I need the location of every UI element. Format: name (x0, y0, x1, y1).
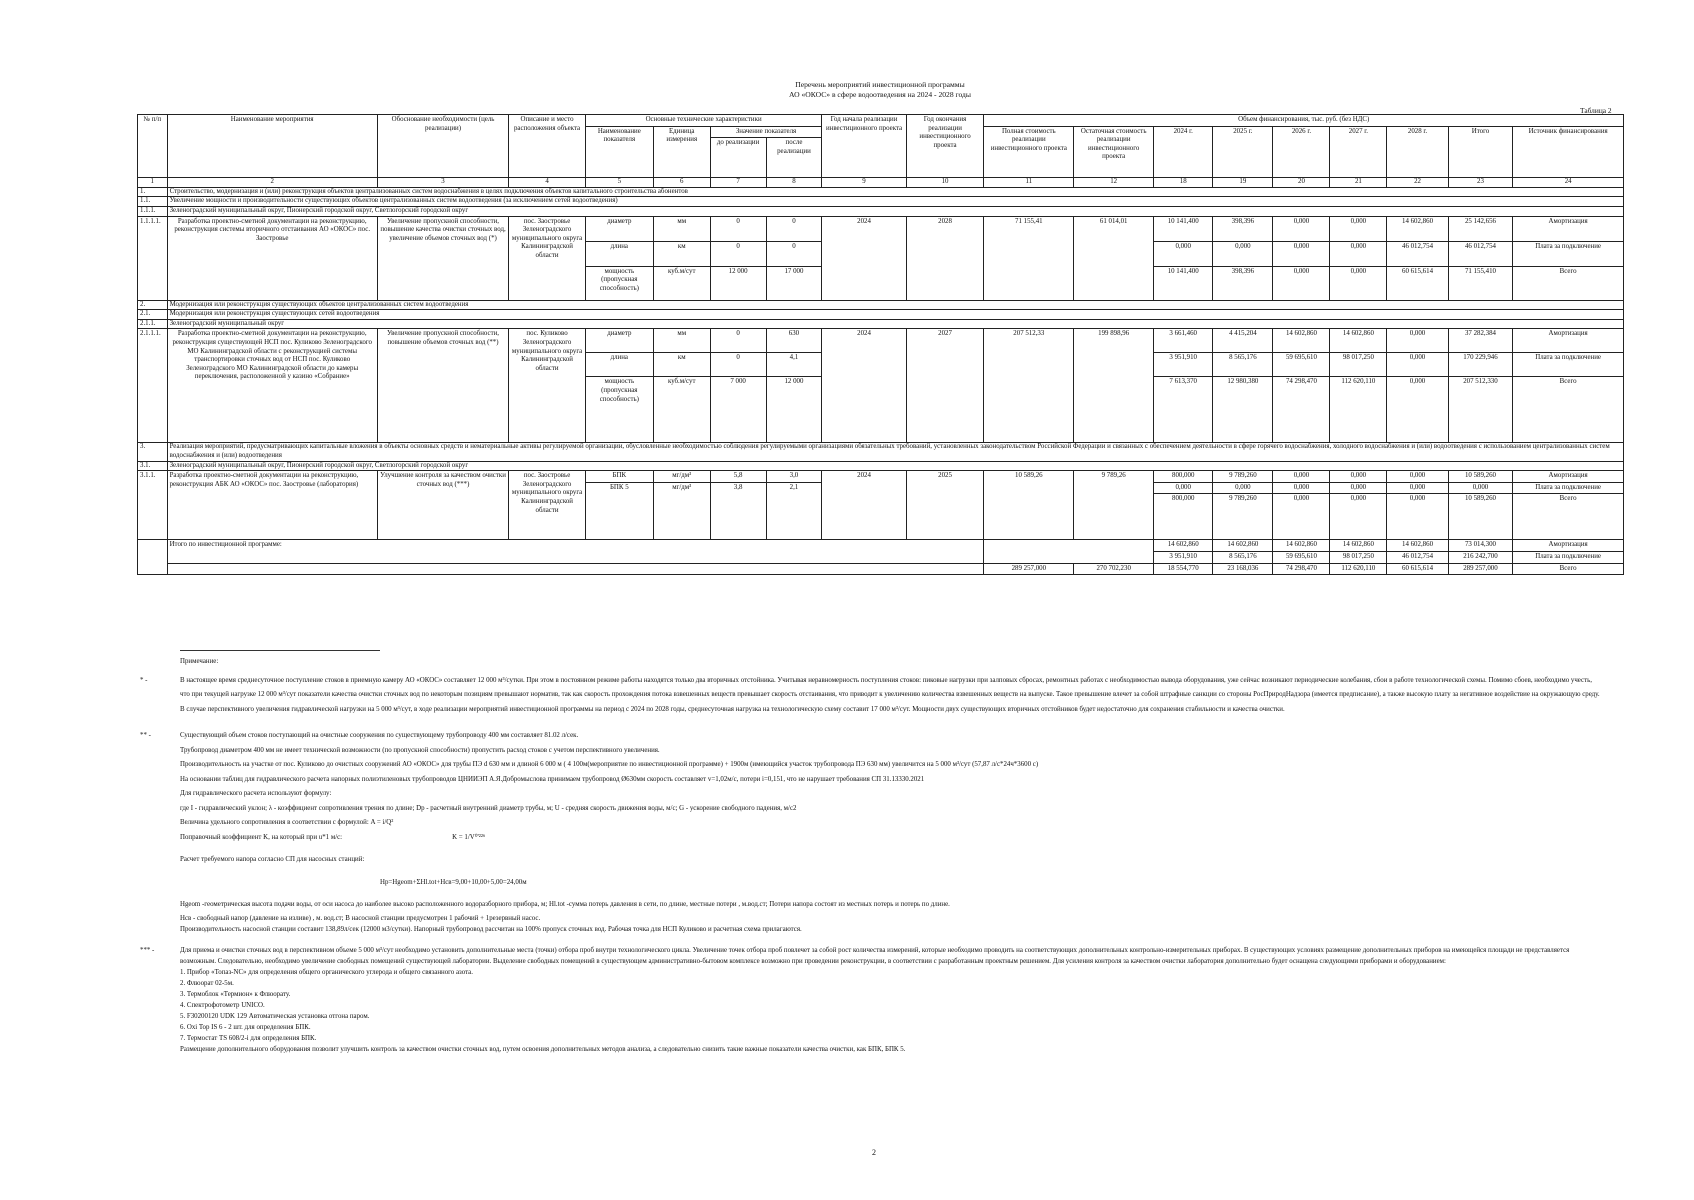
column-numbers-row (138, 178, 1624, 188)
measure-name: Разработка проектно-сметной документации на реконструкцию, реконструкция существующей НСП пос. Куликово Зеленоградского МО Калининградской области с реконструкцией системы транспортировки сточных вод от НСП пос. Куликово Зеленоградского МО Калининградской области до камеры переключения, расположенной у казино «Собрание» (167, 329, 377, 443)
justification: Увеличение пропускной способности, повышение качества очистки сточных вод, увеличение объемов сточных вод (*) (377, 216, 508, 300)
fin-total: 25 142,656 (1448, 216, 1513, 241)
location: пос. Заостровье Зеленоградского муниципального округа Калининградской области (509, 216, 586, 300)
before-value: 12 000 (710, 266, 766, 300)
table-row (138, 216, 1624, 241)
section-title: Строительство, модернизация и (или) реконструкция объектов централизованных систем водоснабжения в целях подключения объектов капитального строительства абонентов (167, 187, 1623, 197)
note-paragraph: Производительность насосной станции составит 138,89л/сек (12000 м3/сутки). Напорный трубопровод рассчитан на 100% пропуск сточных вод. Рабочая точка для НСП Куликово и расчетная схема прилагаются. (180, 925, 802, 933)
note-text (180, 945, 1600, 1055)
section-title: Реализация мероприятий, предусматривающих капитальные вложения в объекты основных средств и нематериальные активы регулируемой организации, обусловленные необходимостью соблюдения регулируемыми организациями обязательных требований, установленных законодательством Российской Федерации и связанных с обеспечением деятельности в сфере горячего водоснабжения, холодного водоснабжения и (или) водоотведения с использованием централизованных систем водоснабжения и (или) водоотведения (167, 443, 1623, 461)
h-no: № п/п (138, 115, 168, 178)
fin-value: 3 951,910 (1154, 551, 1213, 563)
col-num: 8 (766, 178, 822, 188)
fin-value: 98 017,250 (1330, 551, 1387, 563)
row-number: 2.1.1.1. (138, 329, 168, 443)
note-formula: Hp=Hgeom+ΣHl.tot+Hсв=9,00+10,00+5,00=24,00м (380, 878, 527, 886)
fin-total: 10 589,260 (1448, 494, 1513, 540)
fin-value: 0,000 (1273, 241, 1330, 266)
fin-source: Всего (1513, 494, 1624, 540)
h-src: Источник финансирования (1513, 126, 1624, 178)
fin-value: 0,000 (1273, 216, 1330, 241)
unit: мм (653, 329, 710, 353)
location: пос. Куликово Зеленоградского муниципального округа Калининградской области (509, 329, 586, 443)
fin-source: Амортизация (1513, 540, 1624, 552)
section-row (138, 310, 1624, 320)
title-line-2: АО «ОКОС» в сфере водоотведения на 2024 - 2028 годы (788, 90, 972, 99)
note-paragraph: Hgeom -геометрическая высота подачи воды, от оси насоса до наиболее высоко расположенного водоразборного прибора, м; Hl.tot -сумма потерь давления в сети, по длине, местные потери , м.вод.ст; Потери напора состоят из местных потерь и потерь по длине. (180, 901, 950, 908)
total-row (138, 540, 1624, 552)
h-fin: Объем финансирования, тыс. руб. (без НДС) (984, 115, 1624, 127)
note-3 (140, 945, 1600, 1055)
fin-total: 289 257,000 (1448, 563, 1513, 575)
after-value: 4,1 (766, 353, 822, 377)
notes-heading: Примечание: (180, 658, 219, 665)
col-num: 11 (984, 178, 1074, 188)
notes-divider (180, 650, 380, 651)
total-empty (167, 563, 984, 575)
note-marker: * - (140, 676, 148, 684)
h-2025: 2025 г. (1213, 126, 1273, 178)
fin-value: 0,000 (1273, 266, 1330, 300)
equipment-item: 4. Спектрофотометр UNICO. (180, 1001, 265, 1009)
note-marker-spacer (140, 655, 180, 670)
fin-total: 216 242,700 (1448, 551, 1513, 563)
h-end: Год окончания реализации инвестиционного проекта (906, 115, 984, 178)
total-row (138, 563, 1624, 575)
section-number: 1.1. (138, 197, 168, 207)
fin-value: 800,000 (1154, 494, 1213, 540)
section-number: 2. (138, 300, 168, 310)
h-just: Обоснование необходимости (цель реализации) (377, 115, 508, 178)
section-number: 3. (138, 443, 168, 461)
fin-source: Всего (1513, 563, 1624, 575)
fin-value: 0,000 (1273, 494, 1330, 540)
fin-total: 71 155,410 (1448, 266, 1513, 300)
equipment-item: 5. F30200120 UDK 129 Автоматическая установка отгона паром. (180, 1012, 370, 1020)
fin-value: 0,000 (1154, 482, 1213, 494)
fin-value: 14 602,860 (1154, 540, 1213, 552)
h-total: Итого (1448, 126, 1513, 178)
section-title: Модернизация или реконструкция существующих сетей водоотведения (167, 310, 1623, 320)
section-row (138, 319, 1624, 329)
section-row (138, 206, 1624, 216)
note-paragraph (180, 831, 1600, 846)
start-year: 2024 (822, 216, 906, 300)
col-num: 23 (1448, 178, 1513, 188)
note-paragraph: Расчет требуемого напора согласно СП для насосных станций: (180, 856, 365, 863)
col-num: 24 (1513, 178, 1624, 188)
fin-value: 398,396 (1213, 216, 1273, 241)
end-year: 2025 (906, 471, 984, 540)
after-value: 630 (766, 329, 822, 353)
col-num: 5 (585, 178, 653, 188)
col-num: 6 (653, 178, 710, 188)
fin-value: 7 613,370 (1154, 377, 1213, 443)
note-paragraph: Размещение дополнительного оборудования позволит улучшить контроль за качеством очистки сточных вод, путем освоения дополнительных методов анализа, а следовательно снизить такие важные показатели качества очистки, как БПК, БПК 5. (180, 1045, 906, 1053)
before-value: 0 (710, 241, 766, 266)
investment-table (137, 114, 1624, 575)
fin-value: 18 554,770 (1154, 563, 1213, 575)
before-value: 3,8 (710, 482, 766, 540)
page-number: 2 (872, 1148, 876, 1157)
before-value: 5,8 (710, 471, 766, 483)
residual-cost: 61 014,01 (1074, 216, 1154, 300)
after-value: 0 (766, 216, 822, 241)
unit: куб.м/сут (653, 377, 710, 443)
fin-value: 0,000 (1330, 216, 1387, 241)
fin-value: 800,000 (1154, 471, 1213, 483)
fin-value: 0,000 (1154, 241, 1213, 266)
h-val: Значение показателя (710, 126, 822, 138)
note-paragraph: Для приема и очистки сточных вод в перспективном объеме 5 000 м³/сут необходимо установить дополнительные места (точки) отбора проб внутри технологического цикла. Увеличение точек отбора проб повлечет за собой рост количества измерений, которые необходимо проводить на соответствующих дополнительных контрольно-измерительных приборах. В существующих условиях размещение дополнительных приборов на имеющейся площади не представляется возможным. Следовательно, необходимо увеличение свободных помещений существующей лаборатории. Выделение свободных помещений в существующем административно-бытовом комплексе возможно при проведении реконструкции, в соответствии с разработанным проектным решением. Для усиления контроля за качеством очистки лаборатория дополнительно будет оснащена следующими приборами и оборудованием: (180, 946, 1570, 965)
h-2028: 2028 г. (1387, 126, 1448, 178)
indicator: мощность (пропускная способность) (585, 266, 653, 300)
title-line-1: Перечень мероприятий инвестиционной программы (795, 80, 965, 89)
fin-value: 3 661,460 (1154, 329, 1213, 353)
fin-value: 8 565,176 (1213, 353, 1273, 377)
col-num: 10 (906, 178, 984, 188)
fin-value: 0,000 (1213, 241, 1273, 266)
justification: Увеличение пропускной способности, повышение объемов сточных вод (**) (377, 329, 508, 443)
note-marker: *** - (140, 946, 155, 954)
fin-value: 0,000 (1387, 494, 1448, 540)
fin-source: Плата за подключение (1513, 482, 1624, 494)
col-num: 20 (1273, 178, 1330, 188)
fin-value: 46 012,754 (1387, 241, 1448, 266)
fin-value: 0,000 (1330, 494, 1387, 540)
col-num: 21 (1330, 178, 1387, 188)
fin-value: 0,000 (1330, 482, 1387, 494)
section-title: Увеличение мощности и производительности существующих объектов централизованных систем водоотведения (за исключением сетей водоотведения) (167, 197, 1623, 207)
h-2027: 2027 г. (1330, 126, 1387, 178)
fin-value: 14 602,860 (1387, 540, 1448, 552)
section-number: 2.1. (138, 310, 168, 320)
fin-value: 9 789,260 (1213, 494, 1273, 540)
fin-value: 0,000 (1273, 482, 1330, 494)
section-number: 1.1.1. (138, 206, 168, 216)
location: пос. Заостровье Зеленоградского муниципального округа Калининградской области (509, 471, 586, 540)
fin-value: 0,000 (1387, 482, 1448, 494)
row-number: 1.1.1.1. (138, 216, 168, 300)
h-full: Полная стоимость реализации инвестиционного проекта (984, 126, 1074, 178)
indicator: диаметр (585, 329, 653, 353)
fin-source: Всего (1513, 377, 1624, 443)
note-paragraph: Существующий объем стоков поступающий на очистные сооружения по существующему трубопроводу 400 мм составляет 81.02 л/сек. (180, 732, 579, 739)
before-value: 0 (710, 353, 766, 377)
note-paragraph: Hсв - свободный напор (давление на изливе) , м. вод.ст; В насосной станции предусмотрен 1 рабочий + 1резервный насос. (180, 914, 541, 922)
fin-total: 46 012,754 (1448, 241, 1513, 266)
section-row (138, 187, 1624, 197)
fin-value: 14 602,860 (1387, 216, 1448, 241)
fin-source: Амортизация (1513, 329, 1624, 353)
h-rest: Остаточная стоимость реализации инвестиционного проекта (1074, 126, 1154, 178)
section-number: 3.1. (138, 461, 168, 471)
fin-value: 60 615,614 (1387, 266, 1448, 300)
note-paragraph: Трубопровод диаметром 400 мм не имеет технической возможности (по пропускной способности) пропустить расход стоков с учетом перспективного увеличения. (180, 746, 660, 754)
fin-value: 112 620,110 (1330, 377, 1387, 443)
fin-value: 12 980,380 (1213, 377, 1273, 443)
col-num: 3 (377, 178, 508, 188)
header-row-1 (138, 115, 1624, 127)
h-name: Наименование мероприятия (167, 115, 377, 178)
unit: куб.м/сут (653, 266, 710, 300)
note-text (180, 729, 1600, 935)
measure-name: Разработка проектно-сметной документации на реконструкцию, реконструкция АБК АО «ОКОС» пос. Заостровье (лаборатория) (167, 471, 377, 540)
indicator: длина (585, 241, 653, 266)
after-value: 2,1 (766, 482, 822, 540)
h-start: Год начала реализации инвестиционного проекта (822, 115, 906, 178)
before-value: 7 000 (710, 377, 766, 443)
fin-value: 14 602,860 (1213, 540, 1273, 552)
indicator: диаметр (585, 216, 653, 241)
fin-value: 112 620,110 (1330, 563, 1387, 575)
fin-value: 60 615,614 (1387, 563, 1448, 575)
fin-value: 0,000 (1273, 471, 1330, 483)
h-tech: Основные технические характеристики (585, 115, 822, 127)
fin-value: 10 141,400 (1154, 216, 1213, 241)
total-full-cost: 289 257,000 (984, 563, 1074, 575)
indicator: мощность (пропускная способность) (585, 377, 653, 443)
section-title: Зеленоградский муниципальный округ, Пионерский городской округ, Светлогорский городской округ (167, 461, 1623, 471)
before-value: 0 (710, 329, 766, 353)
document-title (0, 80, 1694, 100)
fin-source: Всего (1513, 266, 1624, 300)
fin-value: 59 695,610 (1273, 353, 1330, 377)
justification: Улучшение контроля за качеством очистки сточных вод (***) (377, 471, 508, 540)
note-text: В настоящее время среднесуточное поступление стоков в приемную камеру АО «ОКОС» составляет 12 000 м³/сутки. При этом в постоянном режиме работы находятся только два вторичных отстойника. Учитывая неравномерность поступления стоков: пиковые нагрузки при залповых сбросах, ремонтных работах с необходимостью вывода оборудования, уже сейчас возникают периодические колебания, сбои в работе технологической схемы. Помимо сбоев, необходимо учесть, что при текущей нагрузке 12 000 м³/сут показатели качества очистки сточных вод по некоторым позициям превышают норматив, так как скорость прохождения потока взвешенных веществ превышает скорость отстаивания, что приводит к увеличению количества взвешенных веществ на выпуске. Такое превышение влечет за собой штрафные санкции со стороны РосПриродНадзора (имеется предписание), а также высокую плату за негативное воздействие на окружающую среду. В случае перспективного увеличения гидравлической нагрузки на 5 000 м³/сут, в ходе реализации мероприятий инвестиционной программы на период с 2024 по 2028 годы, среднесуточная нагрузка на технологическую схему составит 17 000 м³/сут. Мощности двух существующих вторичных отстойников будет недостаточно для сохранения стабильности и качества очистки. (180, 676, 1600, 713)
col-num: 7 (710, 178, 766, 188)
section-row (138, 300, 1624, 310)
fin-value: 14 602,860 (1273, 540, 1330, 552)
total-residual-cost: 270 702,230 (1074, 563, 1154, 575)
equipment-item: 2. Флюорат 02-5м. (180, 979, 234, 987)
fin-value: 46 012,754 (1387, 551, 1448, 563)
fin-value: 0,000 (1330, 471, 1387, 483)
equipment-item: 7. Термостат TS 608/2-i для определения БПК. (180, 1034, 317, 1042)
fin-source: Плата за подключение (1513, 241, 1624, 266)
section-row (138, 461, 1624, 471)
end-year: 2028 (906, 216, 984, 300)
fin-value: 0,000 (1387, 377, 1448, 443)
after-value: 0 (766, 241, 822, 266)
h-ind-name: Наименование показателя (585, 126, 653, 178)
fin-value: 74 298,470 (1273, 377, 1330, 443)
col-num: 19 (1213, 178, 1273, 188)
fin-value: 59 695,610 (1273, 551, 1330, 563)
col-num: 4 (509, 178, 586, 188)
section-title: Модернизация или реконструкция существующих объектов централизованных систем водоотведения (167, 300, 1623, 310)
total-empty (138, 540, 168, 575)
after-value: 17 000 (766, 266, 822, 300)
fin-value: 0,000 (1330, 266, 1387, 300)
note-marker: ** - (140, 732, 151, 739)
fin-value: 9 789,260 (1213, 471, 1273, 483)
fin-value: 0,000 (1387, 353, 1448, 377)
notes-head-row (140, 655, 1600, 670)
residual-cost: 9 789,26 (1074, 471, 1154, 540)
indicator: БПК (585, 471, 653, 483)
note-1 (140, 674, 1600, 718)
fin-source: Амортизация (1513, 471, 1624, 483)
indicator: длина (585, 353, 653, 377)
h-2026: 2026 г. (1273, 126, 1330, 178)
fin-total: 10 589,260 (1448, 471, 1513, 483)
fin-value: 10 141,400 (1154, 266, 1213, 300)
notes-section (140, 650, 1600, 1055)
col-num: 2 (167, 178, 377, 188)
note-formula: K = 1/V⁰'²²⁶ (452, 833, 486, 841)
section-title: Зеленоградский муниципальный округ, Пионерский городской округ, Светлогорский городской округ (167, 206, 1623, 216)
fin-source: Плата за подключение (1513, 353, 1624, 377)
unit: км (653, 353, 710, 377)
fin-total: 0,000 (1448, 482, 1513, 494)
total-label: Итого по инвестиционной программе: (167, 540, 984, 563)
fin-value: 0,000 (1387, 329, 1448, 353)
note-paragraph: Производительность на участке от пос. Куликово до очистных сооружений АО «ОКОС» для трубы ПЭ d 630 мм и длиной 6 000 м ( 4 100м(мероприятие по инвестиционной программе) + 1900м (имеющийся участок трубопровода ПЭ 630 мм) увеличится на 5 000 м³/сут (57,87 л/с*24ч*3600 с) (180, 761, 1039, 768)
table-row (138, 329, 1624, 353)
note-paragraph: Величина удельного сопротивления в соответствии с формулой: A = i/Q² (180, 819, 394, 826)
table-number: Таблица 2 (1580, 106, 1612, 115)
col-num: 9 (822, 178, 906, 188)
table-row (138, 471, 1624, 483)
after-value: 3,0 (766, 471, 822, 483)
end-year: 2027 (906, 329, 984, 443)
fin-value: 0,000 (1387, 471, 1448, 483)
unit: мг/дм³ (653, 482, 710, 540)
note-paragraph: Для гидравлического расчета используют формулу: (180, 790, 332, 797)
h-loc: Описание и место расположения объекта (509, 115, 586, 178)
fin-value: 3 951,910 (1154, 353, 1213, 377)
equipment-item: 1. Прибор «Топаз-NC» для определения общего органического углерода и общего связанного азота. (180, 968, 473, 976)
unit: км (653, 241, 710, 266)
unit: мм (653, 216, 710, 241)
start-year: 2024 (822, 471, 906, 540)
fin-value: 74 298,470 (1273, 563, 1330, 575)
fin-value: 0,000 (1213, 482, 1273, 494)
section-row (138, 443, 1624, 461)
h-before: до реализации (710, 138, 766, 178)
fin-total: 37 282,384 (1448, 329, 1513, 353)
note-paragraph: где I - гидравлический уклон; λ - коэффициент сопротивления трения по длине; Dp - расчетный внутренний диаметр трубы, м; U - средняя скорость движения воды, м/с; G - ускорение свободного падения, м/с2 (180, 804, 797, 812)
col-num: 22 (1387, 178, 1448, 188)
note-paragraph: На основании таблиц для гидравлического расчета напорных полиэтиленовых трубопроводов ЦНИИЭП А.Я.Добромыслова принимаем трубопровод Ø630мм скорость составляет v=1,02м/с, потери i=0,151, что не нарушает требования СП 31.13330.2021 (180, 775, 925, 783)
fin-value: 4 415,204 (1213, 329, 1273, 353)
col-num: 12 (1074, 178, 1154, 188)
h-2024: 2024 г. (1154, 126, 1213, 178)
fin-value: 14 602,860 (1273, 329, 1330, 353)
total-empty (984, 540, 1154, 563)
note-2 (140, 729, 1600, 935)
full-cost: 207 512,33 (984, 329, 1074, 443)
measure-name: Разработка проектно-сметной документации на реконструкцию, реконструкция системы вторичного отстаивания АО «ОКОС» пос. Заостровье (167, 216, 377, 300)
equipment-item: 6. Oxi Top IS 6 - 2 шт. для определения БПК. (180, 1023, 311, 1031)
col-num: 1 (138, 178, 168, 188)
note-formula-label: Поправочный коэффициент K, на который при u*1 м/с: (180, 833, 343, 841)
fin-value: 98 017,250 (1330, 353, 1387, 377)
section-number: 2.1.1. (138, 319, 168, 329)
fin-total: 207 512,330 (1448, 377, 1513, 443)
section-title: Зеленоградский муниципальный округ (167, 319, 1623, 329)
fin-total: 170 229,946 (1448, 353, 1513, 377)
fin-source: Амортизация (1513, 216, 1624, 241)
start-year: 2024 (822, 329, 906, 443)
col-num: 18 (1154, 178, 1213, 188)
fin-value: 0,000 (1330, 241, 1387, 266)
row-number: 3.1.1. (138, 471, 168, 540)
fin-source: Плата за подключение (1513, 551, 1624, 563)
fin-value: 14 602,860 (1330, 329, 1387, 353)
h-after: после реализации (766, 138, 822, 178)
after-value: 12 000 (766, 377, 822, 443)
full-cost: 71 155,41 (984, 216, 1074, 300)
fin-value: 14 602,860 (1330, 540, 1387, 552)
unit: мг/дм³ (653, 471, 710, 483)
fin-value: 8 565,176 (1213, 551, 1273, 563)
residual-cost: 199 898,96 (1074, 329, 1154, 443)
full-cost: 10 589,26 (984, 471, 1074, 540)
fin-total: 73 014,300 (1448, 540, 1513, 552)
section-number: 1. (138, 187, 168, 197)
h-unit: Единица измерения (653, 126, 710, 178)
fin-value: 23 168,036 (1213, 563, 1273, 575)
indicator: БПК 5 (585, 482, 653, 540)
section-row (138, 197, 1624, 207)
before-value: 0 (710, 216, 766, 241)
equipment-item: 3. Термоблок «Термион» к Флюорату. (180, 990, 291, 998)
fin-value: 398,396 (1213, 266, 1273, 300)
